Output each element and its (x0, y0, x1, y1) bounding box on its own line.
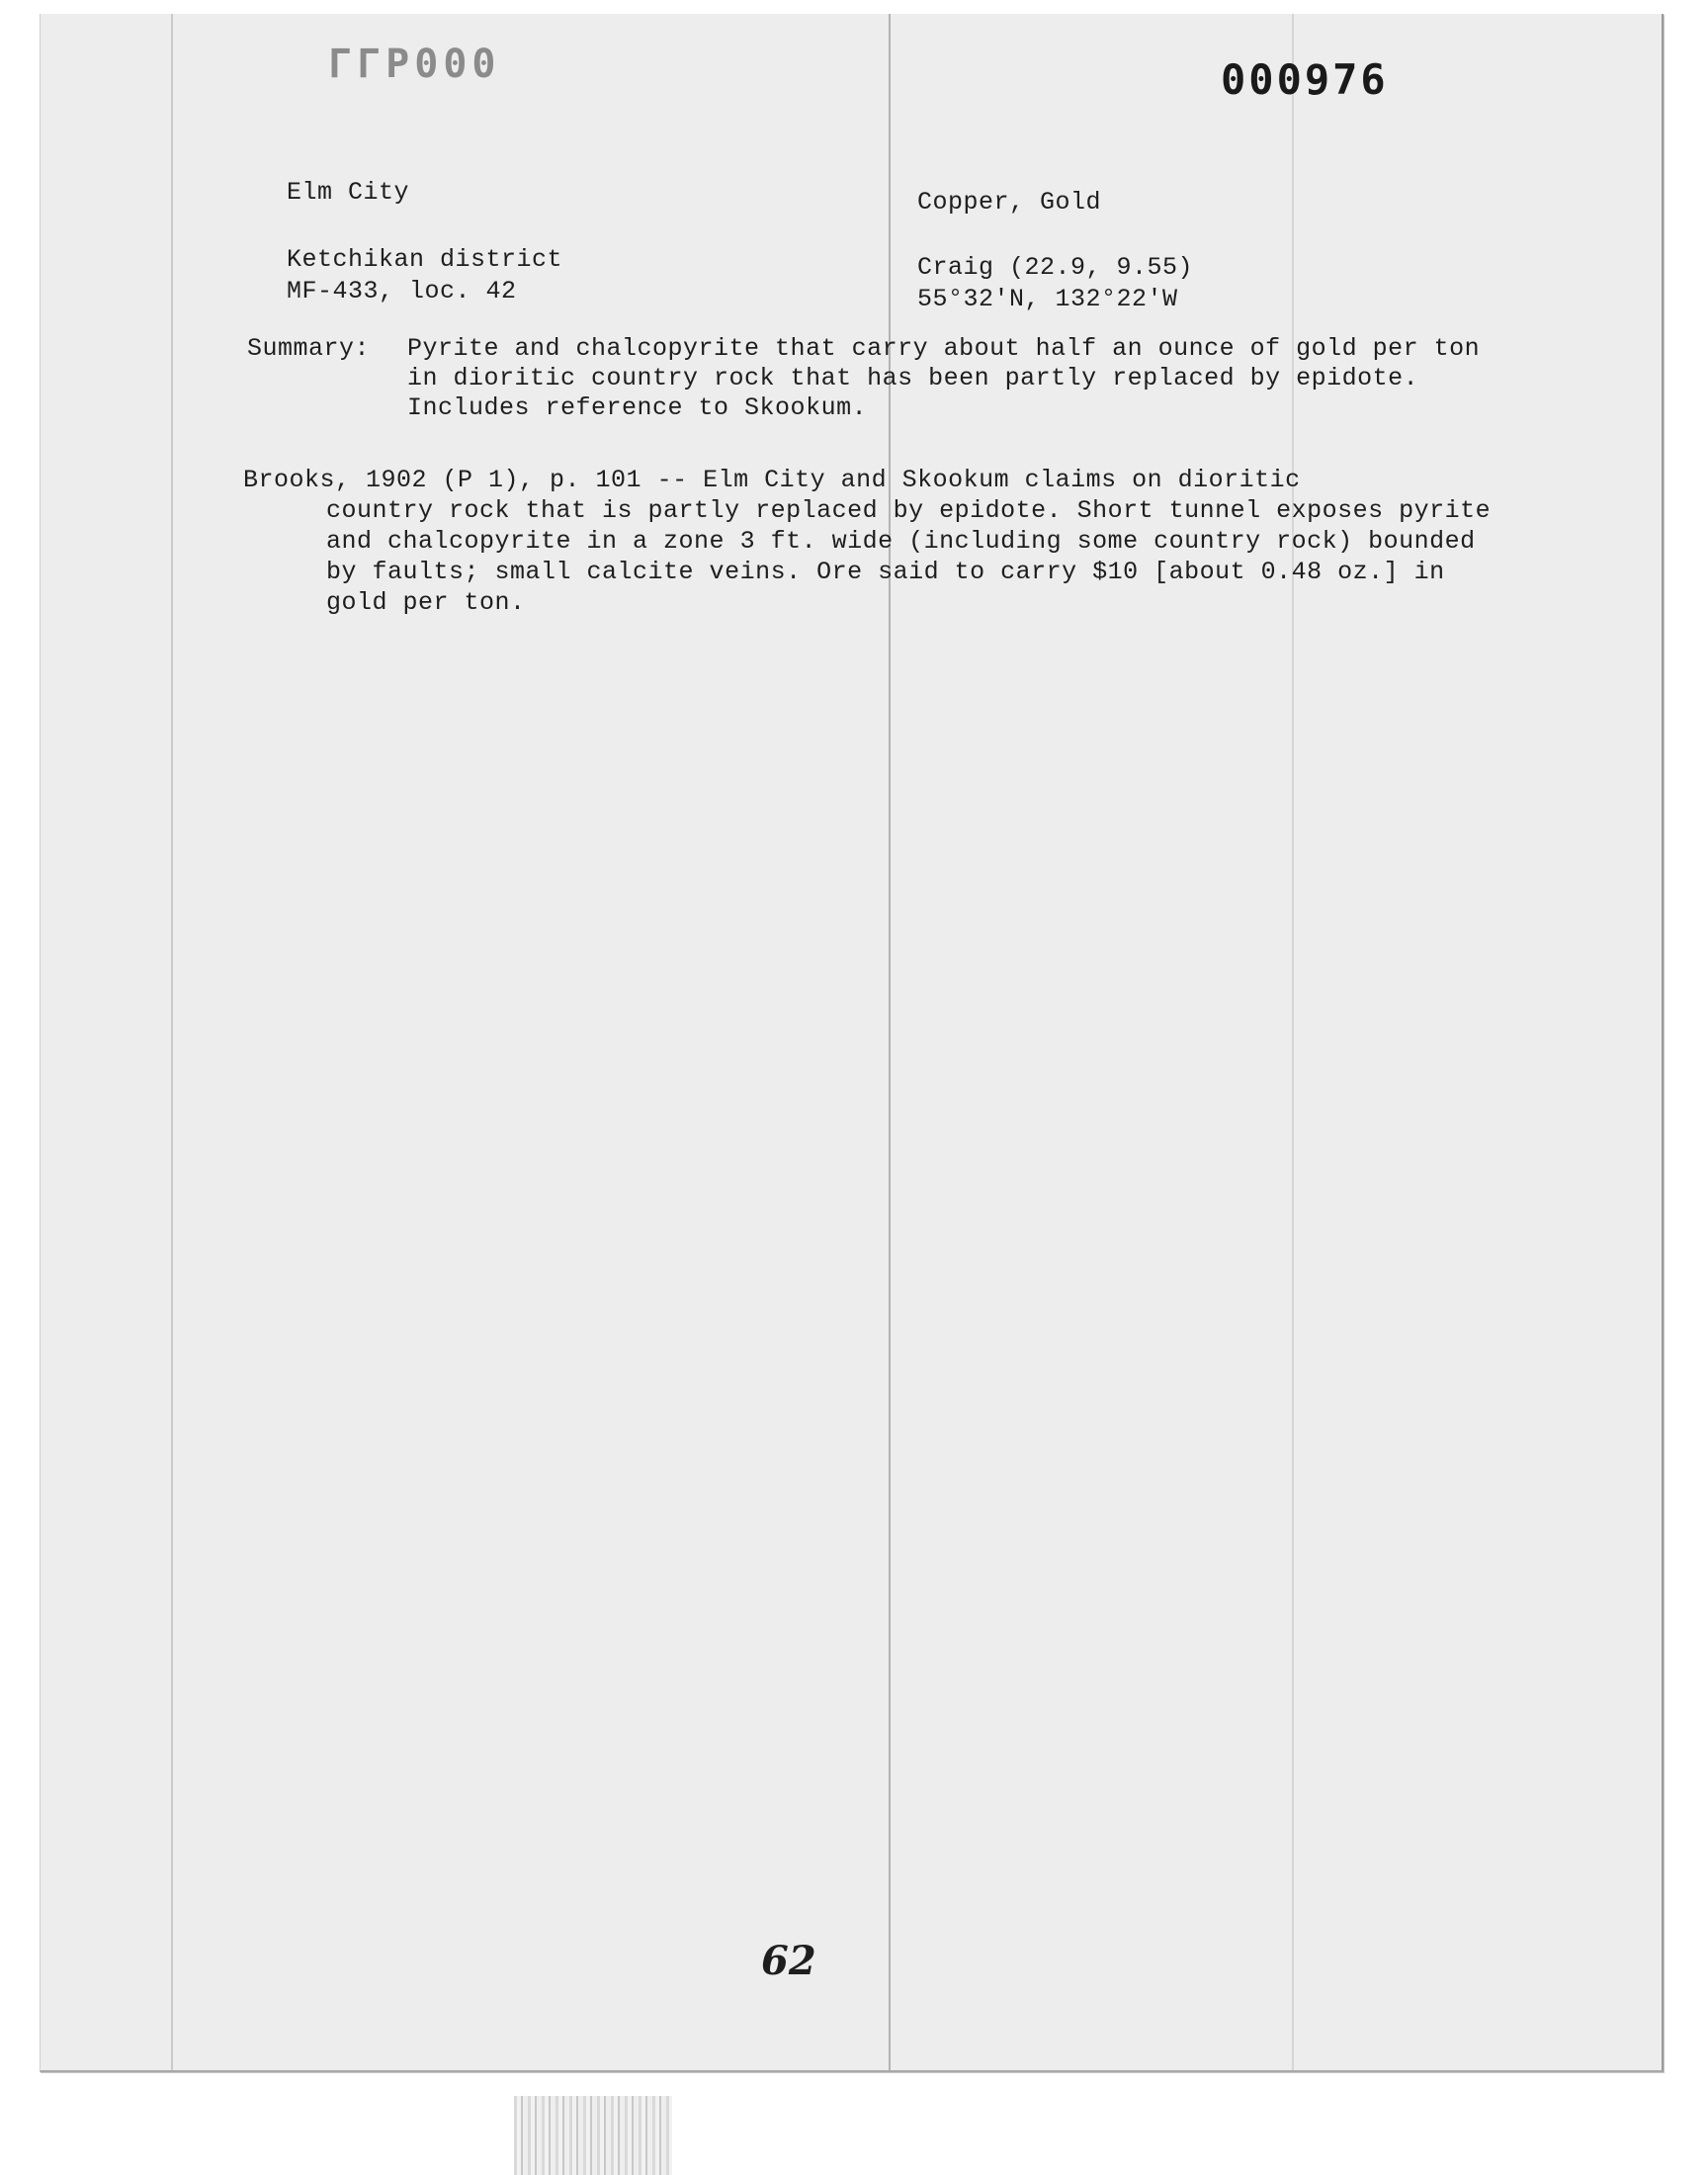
scanner-edge-artifact (514, 2096, 672, 2175)
faded-document-number-stamp: ΓΓP000 (328, 42, 501, 87)
summary-text: Pyrite and chalcopyrite that carry about half an ounce of gold per ton in dioritic country rock that has been partly replaced by epidote. Includes reference to Skookum. (407, 334, 1481, 422)
citation-description: country rock that is partly replaced by epidote. Short tunnel exposes pyrite and chalcopyrite in a zone 3 ft. wide (including some country rock) bounded by faults; small calcite veins. Ore said to carry $10 [about 0.48 oz.] in gold per ton. (326, 496, 1492, 617)
property-name: Elm City (287, 178, 410, 207)
citation-entry (243, 465, 1528, 618)
summary-label: Summary: (247, 334, 371, 363)
document-number-stamp: 000976 (1221, 55, 1389, 104)
citation-reference: Brooks, 1902 (P 1), p. 101 -- Elm City and Skookum claims on dioritic (243, 466, 1301, 494)
handwritten-page-number: 62 (761, 1938, 816, 1984)
coordinates: 55°32'N, 132°22'W (917, 285, 1178, 313)
map-reference: MF-433, loc. 42 (287, 277, 517, 305)
quadrangle-reference: Craig (22.9, 9.55) (917, 253, 1194, 282)
paper-fold-line (1292, 14, 1294, 2070)
paper-fold-line (889, 14, 891, 2070)
district-name: Ketchikan district (287, 245, 563, 274)
paper-fold-line (171, 14, 173, 2070)
commodities: Copper, Gold (917, 188, 1102, 217)
document-page (40, 14, 1664, 2072)
